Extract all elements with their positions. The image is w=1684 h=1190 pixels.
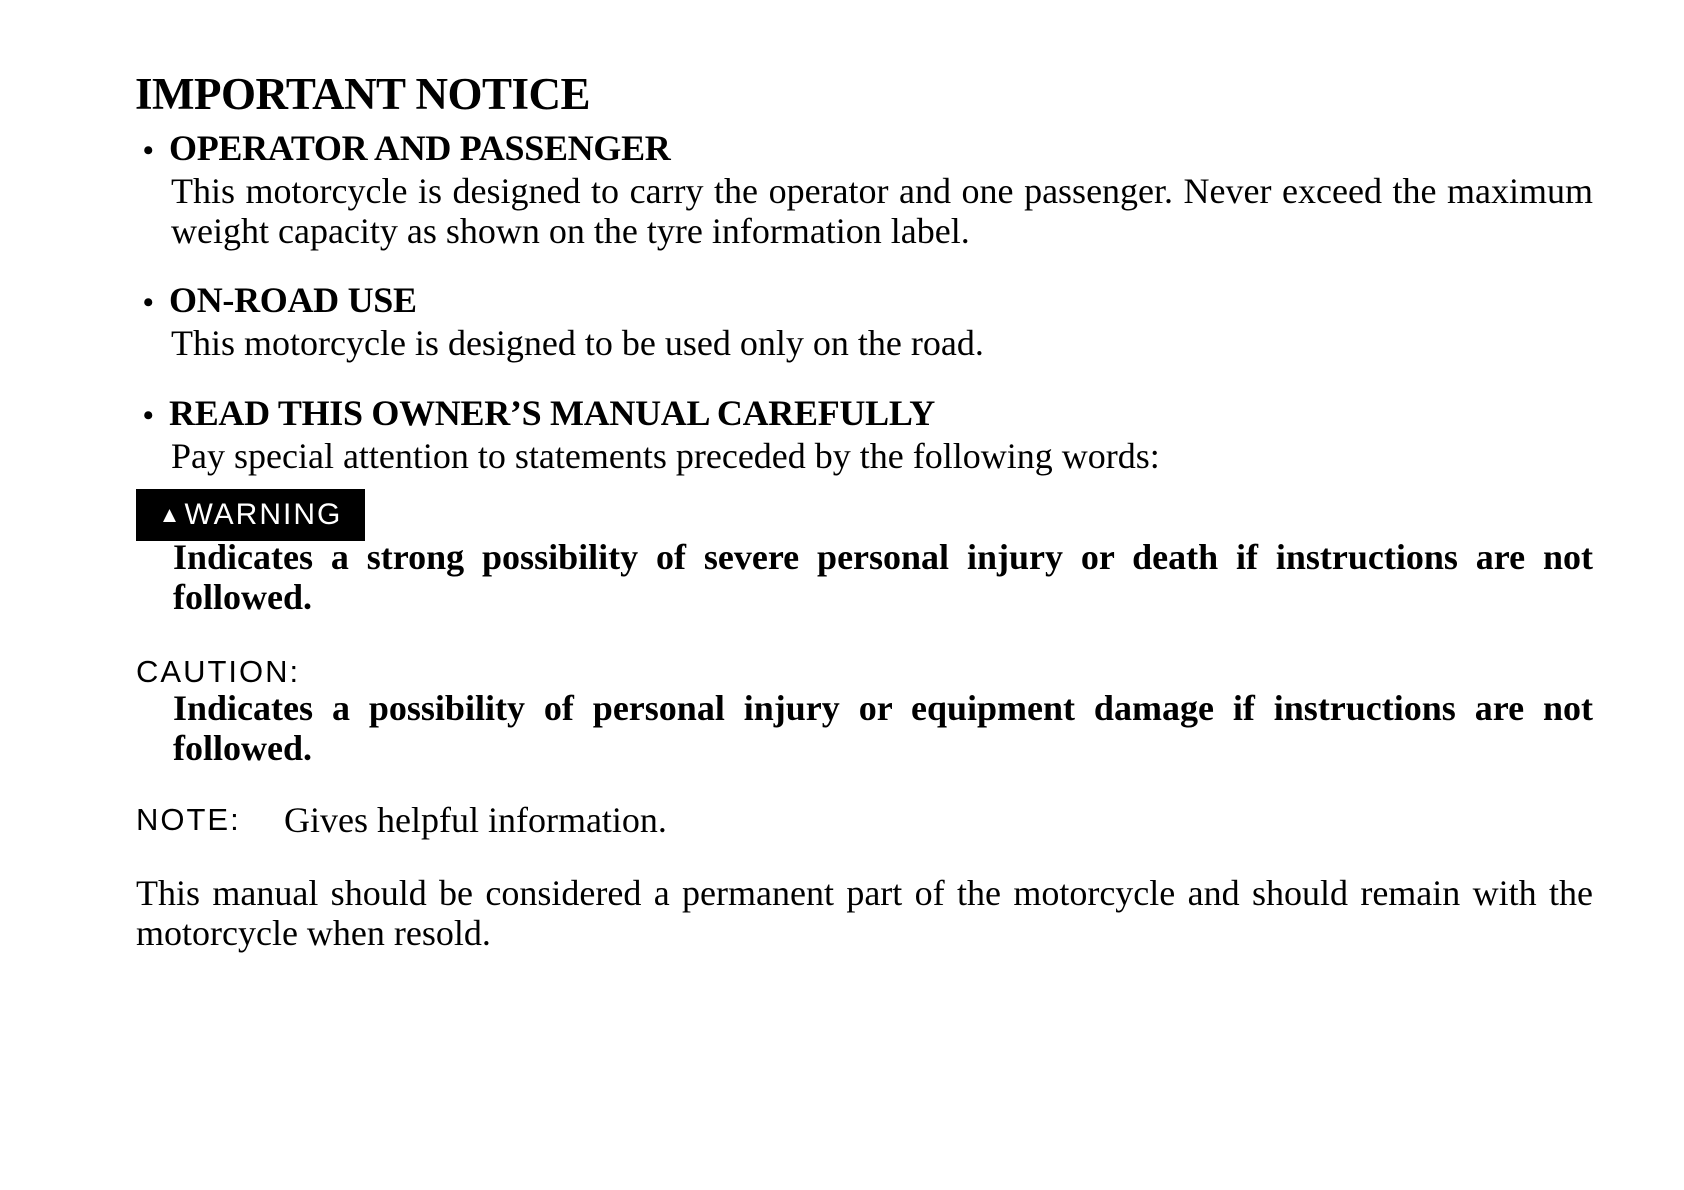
section-body: This motorcycle is designed to carry the operator and one passenger. Never exceed the maximum weight capacity as shown on the tyre information label. xyxy=(171,171,1593,251)
section-heading xyxy=(143,128,1593,171)
section-heading-label: ON-ROAD USE xyxy=(169,280,417,320)
caution-label: CAUTION: xyxy=(136,654,301,689)
section-body: Pay special attention to statements preceded by the following words: xyxy=(171,436,1160,476)
section-on-road-use xyxy=(143,280,1593,363)
bullet-icon: • xyxy=(143,134,154,167)
note-text: Gives helpful information. xyxy=(284,800,667,840)
section-body: This motorcycle is designed to be used only on the road. xyxy=(171,323,984,363)
bullet-icon: • xyxy=(143,286,154,319)
warning-text: Indicates a strong possibility of severe personal injury or death if instructions are not followed. xyxy=(173,537,1593,617)
closing-paragraph: This manual should be considered a permanent part of the motorcycle and should remain with the motorcycle when resold. xyxy=(136,873,1593,953)
warning-triangle-icon: ▲ xyxy=(158,502,183,527)
section-heading xyxy=(143,393,1593,436)
warning-label: WARNING xyxy=(184,498,343,531)
section-read-manual xyxy=(143,393,1593,476)
section-operator-and-passenger xyxy=(143,128,1593,251)
section-heading xyxy=(143,280,1593,323)
caution-text: Indicates a possibility of personal injury or equipment damage if instructions are not followed. xyxy=(173,688,1593,768)
note-label: NOTE: xyxy=(136,802,241,837)
bullet-icon: • xyxy=(143,399,154,432)
warning-badge xyxy=(136,489,365,541)
page-title: IMPORTANT NOTICE xyxy=(135,69,591,119)
section-heading-label: READ THIS OWNER’S MANUAL CAREFULLY xyxy=(169,393,935,433)
section-heading-label: OPERATOR AND PASSENGER xyxy=(169,128,671,168)
